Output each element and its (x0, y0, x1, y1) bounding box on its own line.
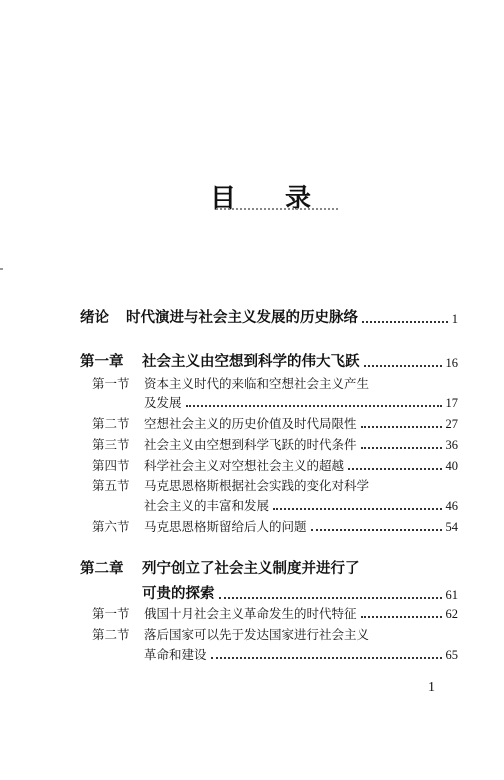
dot-leader (361, 616, 442, 618)
toc-entry-1-2[interactable] (92, 414, 458, 432)
toc-entry-1-5-cont[interactable] (144, 496, 458, 514)
toc-entry-2-2-cont[interactable] (144, 645, 458, 663)
entry-label: 第四节 (92, 458, 130, 473)
entry-page: 16 (445, 356, 458, 370)
entry-page: 40 (445, 459, 458, 473)
entry-label: 第一节 (92, 376, 130, 391)
toc-entry-preface[interactable] (80, 306, 458, 327)
entry-page: 54 (445, 520, 458, 534)
entry-title-line2: 革命和建设 (144, 647, 207, 662)
dot-leader (211, 657, 442, 659)
entry-title: 社会主义由空想到科学的伟大飞跃 (142, 354, 360, 370)
entry-title-line2: 及发展 (144, 395, 182, 410)
entry-title: 空想社会主义的历史价值及时代局限性 (144, 416, 357, 431)
entry-title-line2: 社会主义的丰富和发展 (144, 498, 270, 513)
toc-title: 目 录 (210, 184, 332, 214)
toc-heading (200, 176, 340, 220)
dot-leader (348, 468, 441, 470)
entry-title-line1: 落后国家可以先于发达国家进行社会主义 (144, 627, 370, 642)
toc-entry-1-1[interactable] (92, 374, 458, 392)
entry-page: 17 (445, 396, 458, 410)
dot-leader (364, 365, 442, 367)
entry-page: 1 (451, 312, 458, 326)
toc-entry-2-1[interactable] (92, 604, 458, 622)
entry-title-line1: 列宁创立了社会主义制度并进行了 (142, 561, 360, 577)
entry-title-line2: 可贵的探索 (142, 586, 215, 602)
entry-label: 第二节 (92, 627, 130, 642)
dot-leader (361, 447, 442, 449)
entry-label: 第一节 (92, 606, 130, 621)
toc-entry-1-6[interactable] (92, 517, 458, 535)
entry-title-line1: 马克思恩格斯根据社会实践的变化对科学 (144, 478, 370, 493)
toc-entry-1-1-cont[interactable] (144, 393, 458, 411)
entry-title: 俄国十月社会主义革命发生的时代特征 (144, 606, 357, 621)
entry-label: 第五节 (92, 478, 130, 493)
toc-entry-chapter-2[interactable] (80, 557, 458, 578)
toc-entry-chapter-1[interactable] (80, 350, 458, 371)
entry-label: 第一章 (80, 354, 124, 370)
toc-entry-1-5[interactable] (92, 476, 458, 494)
entry-page: 62 (445, 607, 458, 621)
toc-entry-1-3[interactable] (92, 435, 458, 453)
title-underline (216, 208, 338, 210)
toc-entry-1-4[interactable] (92, 456, 458, 474)
entry-title: 科学社会主义对空想社会主义的超越 (144, 458, 345, 473)
dot-leader (362, 321, 448, 323)
entry-page: 61 (445, 588, 458, 602)
toc-entry-chapter-2-cont[interactable] (142, 582, 458, 603)
dot-leader (273, 508, 441, 510)
entry-label: 第三节 (92, 437, 130, 452)
entry-page: 65 (445, 648, 458, 662)
entry-label: 第六节 (92, 519, 130, 534)
entry-label: 绪论 (80, 310, 109, 326)
entry-title: 社会主义由空想到科学飞跃的时代条件 (144, 437, 357, 452)
entry-title: 时代演进与社会主义发展的历史脉络 (126, 310, 358, 326)
page-number: 1 (428, 680, 435, 695)
dot-leader (311, 529, 442, 531)
scan-edge-mark (0, 268, 3, 270)
dot-leader (219, 597, 442, 599)
entry-page: 27 (445, 417, 458, 431)
toc-entry-2-2[interactable] (92, 625, 458, 643)
dot-leader (361, 426, 442, 428)
entry-page: 36 (445, 438, 458, 452)
entry-label: 第二章 (80, 561, 124, 577)
entry-title-line1: 资本主义时代的来临和空想社会主义产生 (144, 376, 370, 391)
entry-page: 46 (445, 499, 458, 513)
dot-leader (186, 405, 442, 407)
entry-label: 第二节 (92, 416, 130, 431)
entry-title: 马克思恩格斯留给后人的问题 (144, 519, 307, 534)
